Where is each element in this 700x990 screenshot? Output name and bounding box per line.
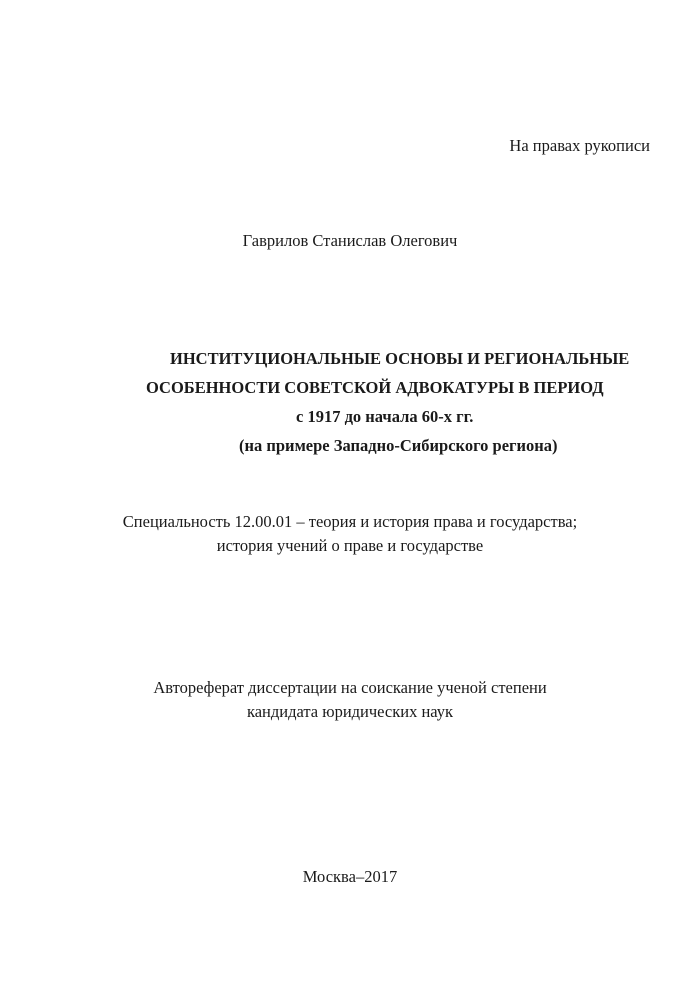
title-line: ИНСТИТУЦИОНАЛЬНЫЕ ОСНОВЫ И РЕГИОНАЛЬНЫЕ xyxy=(170,349,630,368)
manuscript-status: На правах рукописи xyxy=(509,136,650,155)
degree-line: Автореферат диссертации на соискание ученой степени xyxy=(153,678,547,697)
title-line: ОСОБЕННОСТИ СОВЕТСКОЙ АДВОКАТУРЫ В ПЕРИОД xyxy=(146,378,604,397)
specialty-line: Специальность 12.00.01 – теория и история права и государства; xyxy=(122,512,578,531)
title-subtitle: (на примере Западно-Сибирского региона) xyxy=(239,436,558,455)
specialty-line: история учений о праве и государстве xyxy=(216,536,484,555)
degree-line: кандидата юридических наук xyxy=(246,702,454,721)
title-line: с 1917 до начала 60-х гг. xyxy=(296,407,474,426)
city-year: Москва–2017 xyxy=(302,867,398,886)
author-name: Гаврилов Станислав Олегович xyxy=(242,231,458,250)
